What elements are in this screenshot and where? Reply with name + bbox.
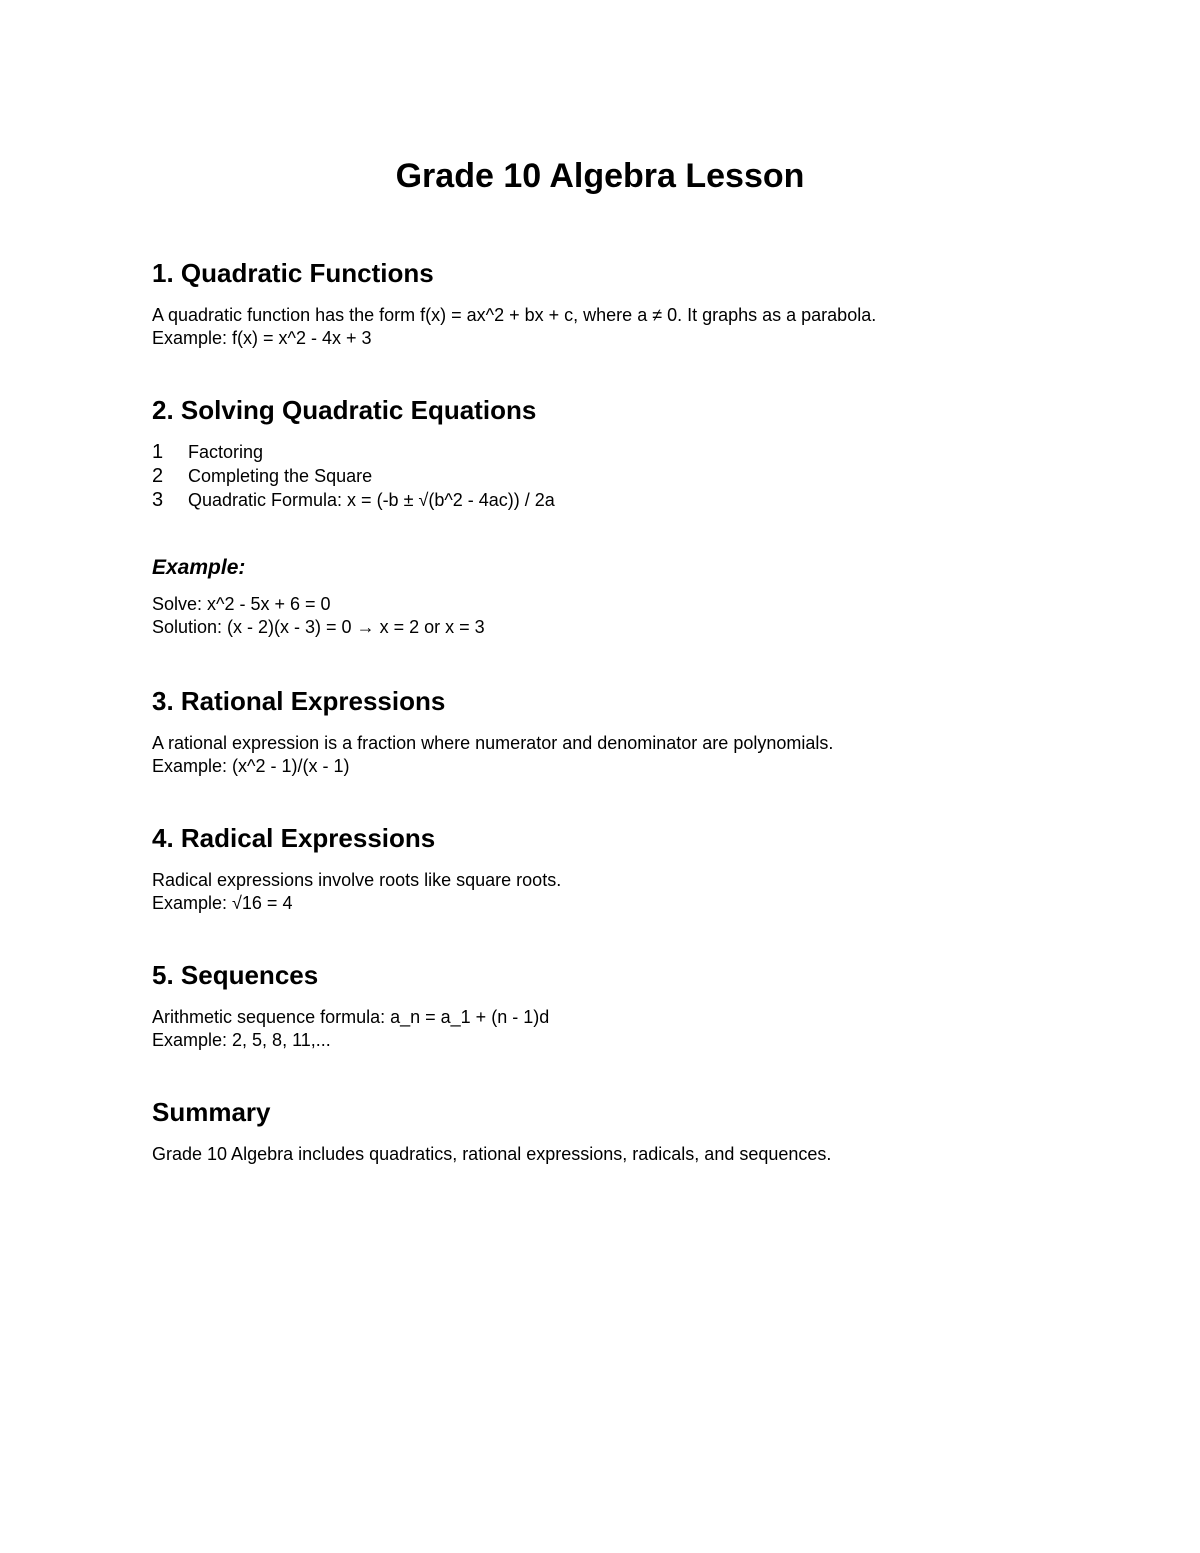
paragraph-line: Example: 2, 5, 8, 11,... xyxy=(152,1030,331,1050)
methods-list xyxy=(152,440,555,512)
example-body xyxy=(152,593,485,639)
list-item-number: 3 xyxy=(152,489,164,511)
section-heading-radical-expressions: 4. Radical Expressions xyxy=(152,823,436,853)
paragraph-line: Arithmetic sequence formula: a_n = a_1 + (n - 1)d xyxy=(152,1007,550,1027)
list-item xyxy=(152,440,555,464)
section-body-sequences xyxy=(152,1006,549,1052)
paragraph-line: Example: f(x) = x^2 - 4x + 3 xyxy=(152,328,372,348)
list-item-number: 1 xyxy=(152,441,164,463)
paragraph-line: Grade 10 Algebra includes quadratics, rational expressions, radicals, and sequences. xyxy=(152,1144,832,1164)
paragraph-line: Example: (x^2 - 1)/(x - 1) xyxy=(152,756,350,776)
paragraph-line: Example: √16 = 4 xyxy=(152,893,293,913)
page-title: Grade 10 Algebra Lesson xyxy=(395,157,805,195)
list-item-text: Quadratic Formula: x = (-b ± √(b^2 - 4ac)) / 2a xyxy=(188,490,555,510)
example-heading: Example: xyxy=(152,556,246,579)
section-heading-solving-quadratic-equations: 2. Solving Quadratic Equations xyxy=(152,395,537,425)
section-heading-quadratic-functions: 1. Quadratic Functions xyxy=(152,258,434,288)
section-body-rational-expressions xyxy=(152,732,833,778)
paragraph-line: A quadratic function has the form f(x) = ax^2 + bx + c, where a ≠ 0. It graphs as a parabola. xyxy=(152,305,877,325)
paragraph-line: Solve: x^2 - 5x + 6 = 0 xyxy=(152,594,331,614)
section-heading-rational-expressions: 3. Rational Expressions xyxy=(152,686,446,716)
section-body-radical-expressions xyxy=(152,869,561,915)
list-item-text: Completing the Square xyxy=(188,466,373,486)
section-heading-summary: Summary xyxy=(152,1097,271,1127)
section-body-quadratic-functions xyxy=(152,304,876,350)
paragraph-line: A rational expression is a fraction where numerator and denominator are polynomials. xyxy=(152,733,834,753)
list-item-number: 2 xyxy=(152,465,164,487)
paragraph-line: Radical expressions involve roots like square roots. xyxy=(152,870,562,890)
section-body-summary xyxy=(152,1143,831,1166)
list-item xyxy=(152,488,555,512)
list-item-text: Factoring xyxy=(188,442,264,462)
list-item xyxy=(152,464,555,488)
paragraph-line: Solution: (x - 2)(x - 3) = 0 → x = 2 or x = 3 xyxy=(152,617,485,637)
section-heading-sequences: 5. Sequences xyxy=(152,960,319,990)
